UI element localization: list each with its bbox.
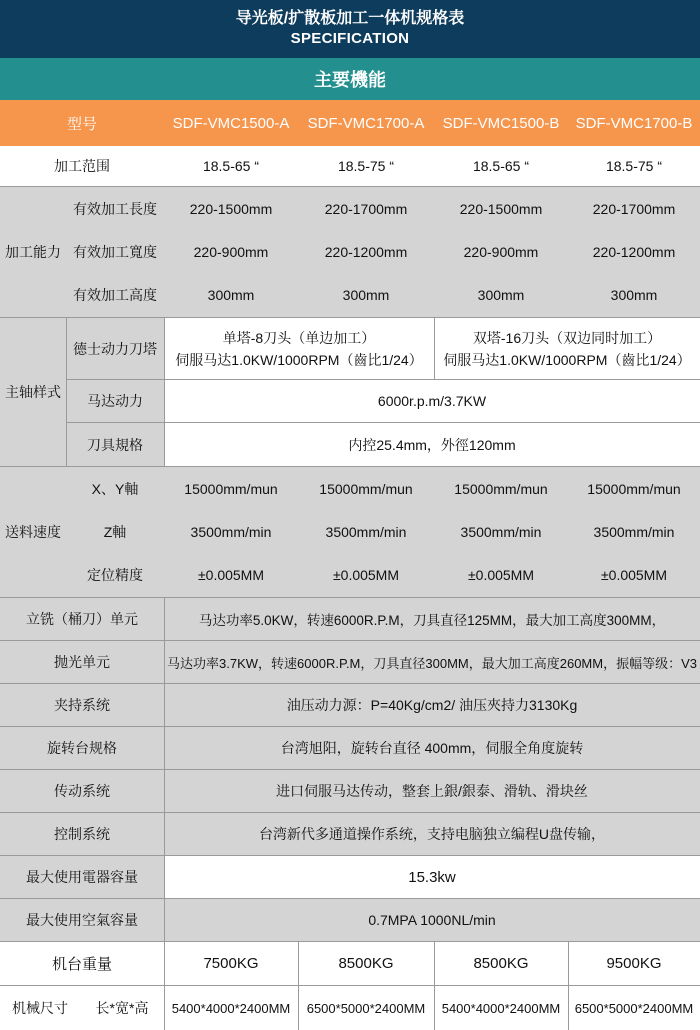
title-en: SPECIFICATION: [290, 30, 410, 47]
row-value: 台湾新代多通道操作系统，支持电脑独立编程U盘传输，: [258, 826, 606, 842]
range-value: 18.5-75 “: [337, 158, 395, 174]
row-label: 旋转台规格: [47, 740, 117, 756]
xy-value: 15000mm/mun: [454, 480, 548, 497]
turret-single: [164, 318, 434, 379]
z-value: 3500mm/min: [325, 523, 407, 540]
spindle-group: [0, 318, 700, 467]
row-value: 15.3kw: [408, 868, 456, 886]
model-name: SDF-VMC1700-A: [307, 114, 425, 132]
width-value: 220-900mm: [463, 243, 539, 260]
weight-value: 8500KG: [338, 955, 394, 972]
model-name: SDF-VMC1500-B: [442, 114, 560, 132]
range-label: 加工范围: [54, 158, 110, 174]
z-value: 3500mm/min: [460, 523, 542, 540]
model-name: SDF-VMC1700-B: [575, 114, 693, 132]
precision-value: ±0.005MM: [467, 567, 535, 583]
width-value: 220-900mm: [193, 243, 269, 260]
row-label: 传动系统: [54, 783, 110, 799]
weight-row: [0, 942, 700, 986]
width-value: 220-1200mm: [592, 243, 676, 260]
precision-value: ±0.005MM: [332, 567, 400, 583]
length-value: 220-1500mm: [459, 200, 543, 217]
weight-value: 8500KG: [473, 955, 529, 972]
motor-label: 马达动力: [87, 393, 143, 409]
row-value: 进口伺服马达传动，整套上銀/銀泰、滑轨、滑块丝: [276, 783, 588, 799]
row-label: 夹持系统: [54, 697, 110, 713]
size-value: 6500*5000*2400MM: [574, 1000, 694, 1016]
height-value: 300mm: [477, 287, 525, 303]
row-label: 抛光单元: [54, 654, 110, 670]
motor-value: 6000r.p.m/3.7KW: [377, 393, 487, 409]
turret-double-line2: 伺服马达1.0KW/1000RPM（齒比1/24）: [443, 351, 691, 368]
size-value: 5400*4000*2400MM: [441, 1000, 561, 1016]
z-value: 3500mm/min: [190, 523, 272, 540]
z-label: Z軸: [103, 523, 127, 540]
spec-row: [0, 770, 700, 813]
weight-value: 9500KG: [606, 955, 662, 972]
width-label: 有效加工寬度: [73, 243, 157, 260]
feed-group: [0, 467, 700, 598]
row-value: 0.7MPA 1000NL/min: [368, 912, 496, 928]
turret-double-line1: 双塔-16刀头（双边同时加工）: [472, 329, 662, 346]
row-label: 最大使用空氣容量: [26, 912, 138, 928]
row-label: 立铣（桶刀）单元: [26, 611, 138, 627]
xy-value: 15000mm/mun: [587, 480, 681, 497]
range-value: 18.5-65 “: [202, 158, 260, 174]
size-label: 机械尺寸: [12, 1000, 68, 1016]
weight-value: 7500KG: [203, 955, 259, 972]
size-value: 5400*4000*2400MM: [171, 1000, 291, 1016]
row-value: 马达功率5.0KW，转速6000R.P.M，刀具直径125MM，最大加工高度300MM，: [198, 613, 666, 628]
turret-single-line2: 伺服马达1.0KW/1000RPM（齒比1/24）: [175, 351, 423, 368]
size-sublabel: 长*宽*高: [95, 1000, 149, 1016]
turret-label: 德士动力刀塔: [73, 340, 157, 357]
row-label: 最大使用電器容量: [26, 869, 138, 885]
feed-label: 送料速度: [5, 524, 61, 540]
height-value: 300mm: [610, 287, 658, 303]
length-value: 220-1700mm: [324, 200, 408, 217]
xy-value: 15000mm/mun: [319, 480, 413, 497]
row-label: 控制系统: [54, 826, 110, 842]
title-band: [0, 0, 700, 58]
length-label: 有效加工長度: [73, 200, 157, 217]
capacity-label: 加工能力: [5, 244, 61, 260]
spec-row: [0, 899, 700, 942]
model-label: 型号: [66, 115, 97, 133]
range-row: [0, 146, 700, 187]
size-row: [0, 986, 700, 1030]
precision-value: ±0.005MM: [600, 567, 668, 583]
title-cn: 导光板/扩散板加工一体机规格表: [235, 10, 465, 27]
width-value: 220-1200mm: [324, 243, 408, 260]
precision-value: ±0.005MM: [197, 567, 265, 583]
section-title: 主要機能: [0, 58, 700, 100]
spec-row: [0, 641, 700, 684]
row-value: 马达功率3.7KW，转速6000R.P.M，刀具直径300MM，最大加工高度260MM，振幅等级：V3: [167, 655, 697, 671]
spec-row: [0, 598, 700, 641]
spec-row: [0, 684, 700, 727]
spec-row: [0, 813, 700, 856]
turret-single-line1: 单塔-8刀头（单边加工）: [222, 329, 376, 346]
model-name: SDF-VMC1500-A: [172, 114, 290, 132]
height-value: 300mm: [207, 287, 255, 303]
size-value: 6500*5000*2400MM: [306, 1000, 426, 1016]
row-value: 台湾旭阳，旋转台直径 400mm，伺服全角度旋转: [280, 740, 584, 756]
range-value: 18.5-75 “: [605, 158, 663, 174]
xy-value: 15000mm/mun: [184, 480, 278, 497]
tool-value: 内控25.4mm，外徑120mm: [348, 436, 516, 453]
turret-double: [434, 318, 700, 379]
precision-label: 定位精度: [87, 567, 143, 583]
length-value: 220-1500mm: [189, 200, 273, 217]
spindle-label: 主轴样式: [5, 384, 61, 400]
spec-row: [0, 856, 700, 899]
height-value: 300mm: [342, 287, 390, 303]
length-value: 220-1700mm: [592, 200, 676, 217]
tool-label: 刀具規格: [87, 436, 143, 453]
range-value: 18.5-65 “: [472, 158, 530, 174]
spec-row: [0, 727, 700, 770]
capacity-group: [0, 187, 700, 318]
z-value: 3500mm/min: [593, 523, 675, 540]
height-label: 有效加工高度: [73, 287, 157, 303]
model-header-row: [0, 100, 700, 146]
xy-label: X、Y軸: [91, 480, 139, 497]
row-value: 油压动力源：P=40Kg/cm2/ 油压夾持力3130Kg: [286, 697, 578, 713]
weight-label: 机台重量: [51, 956, 112, 973]
